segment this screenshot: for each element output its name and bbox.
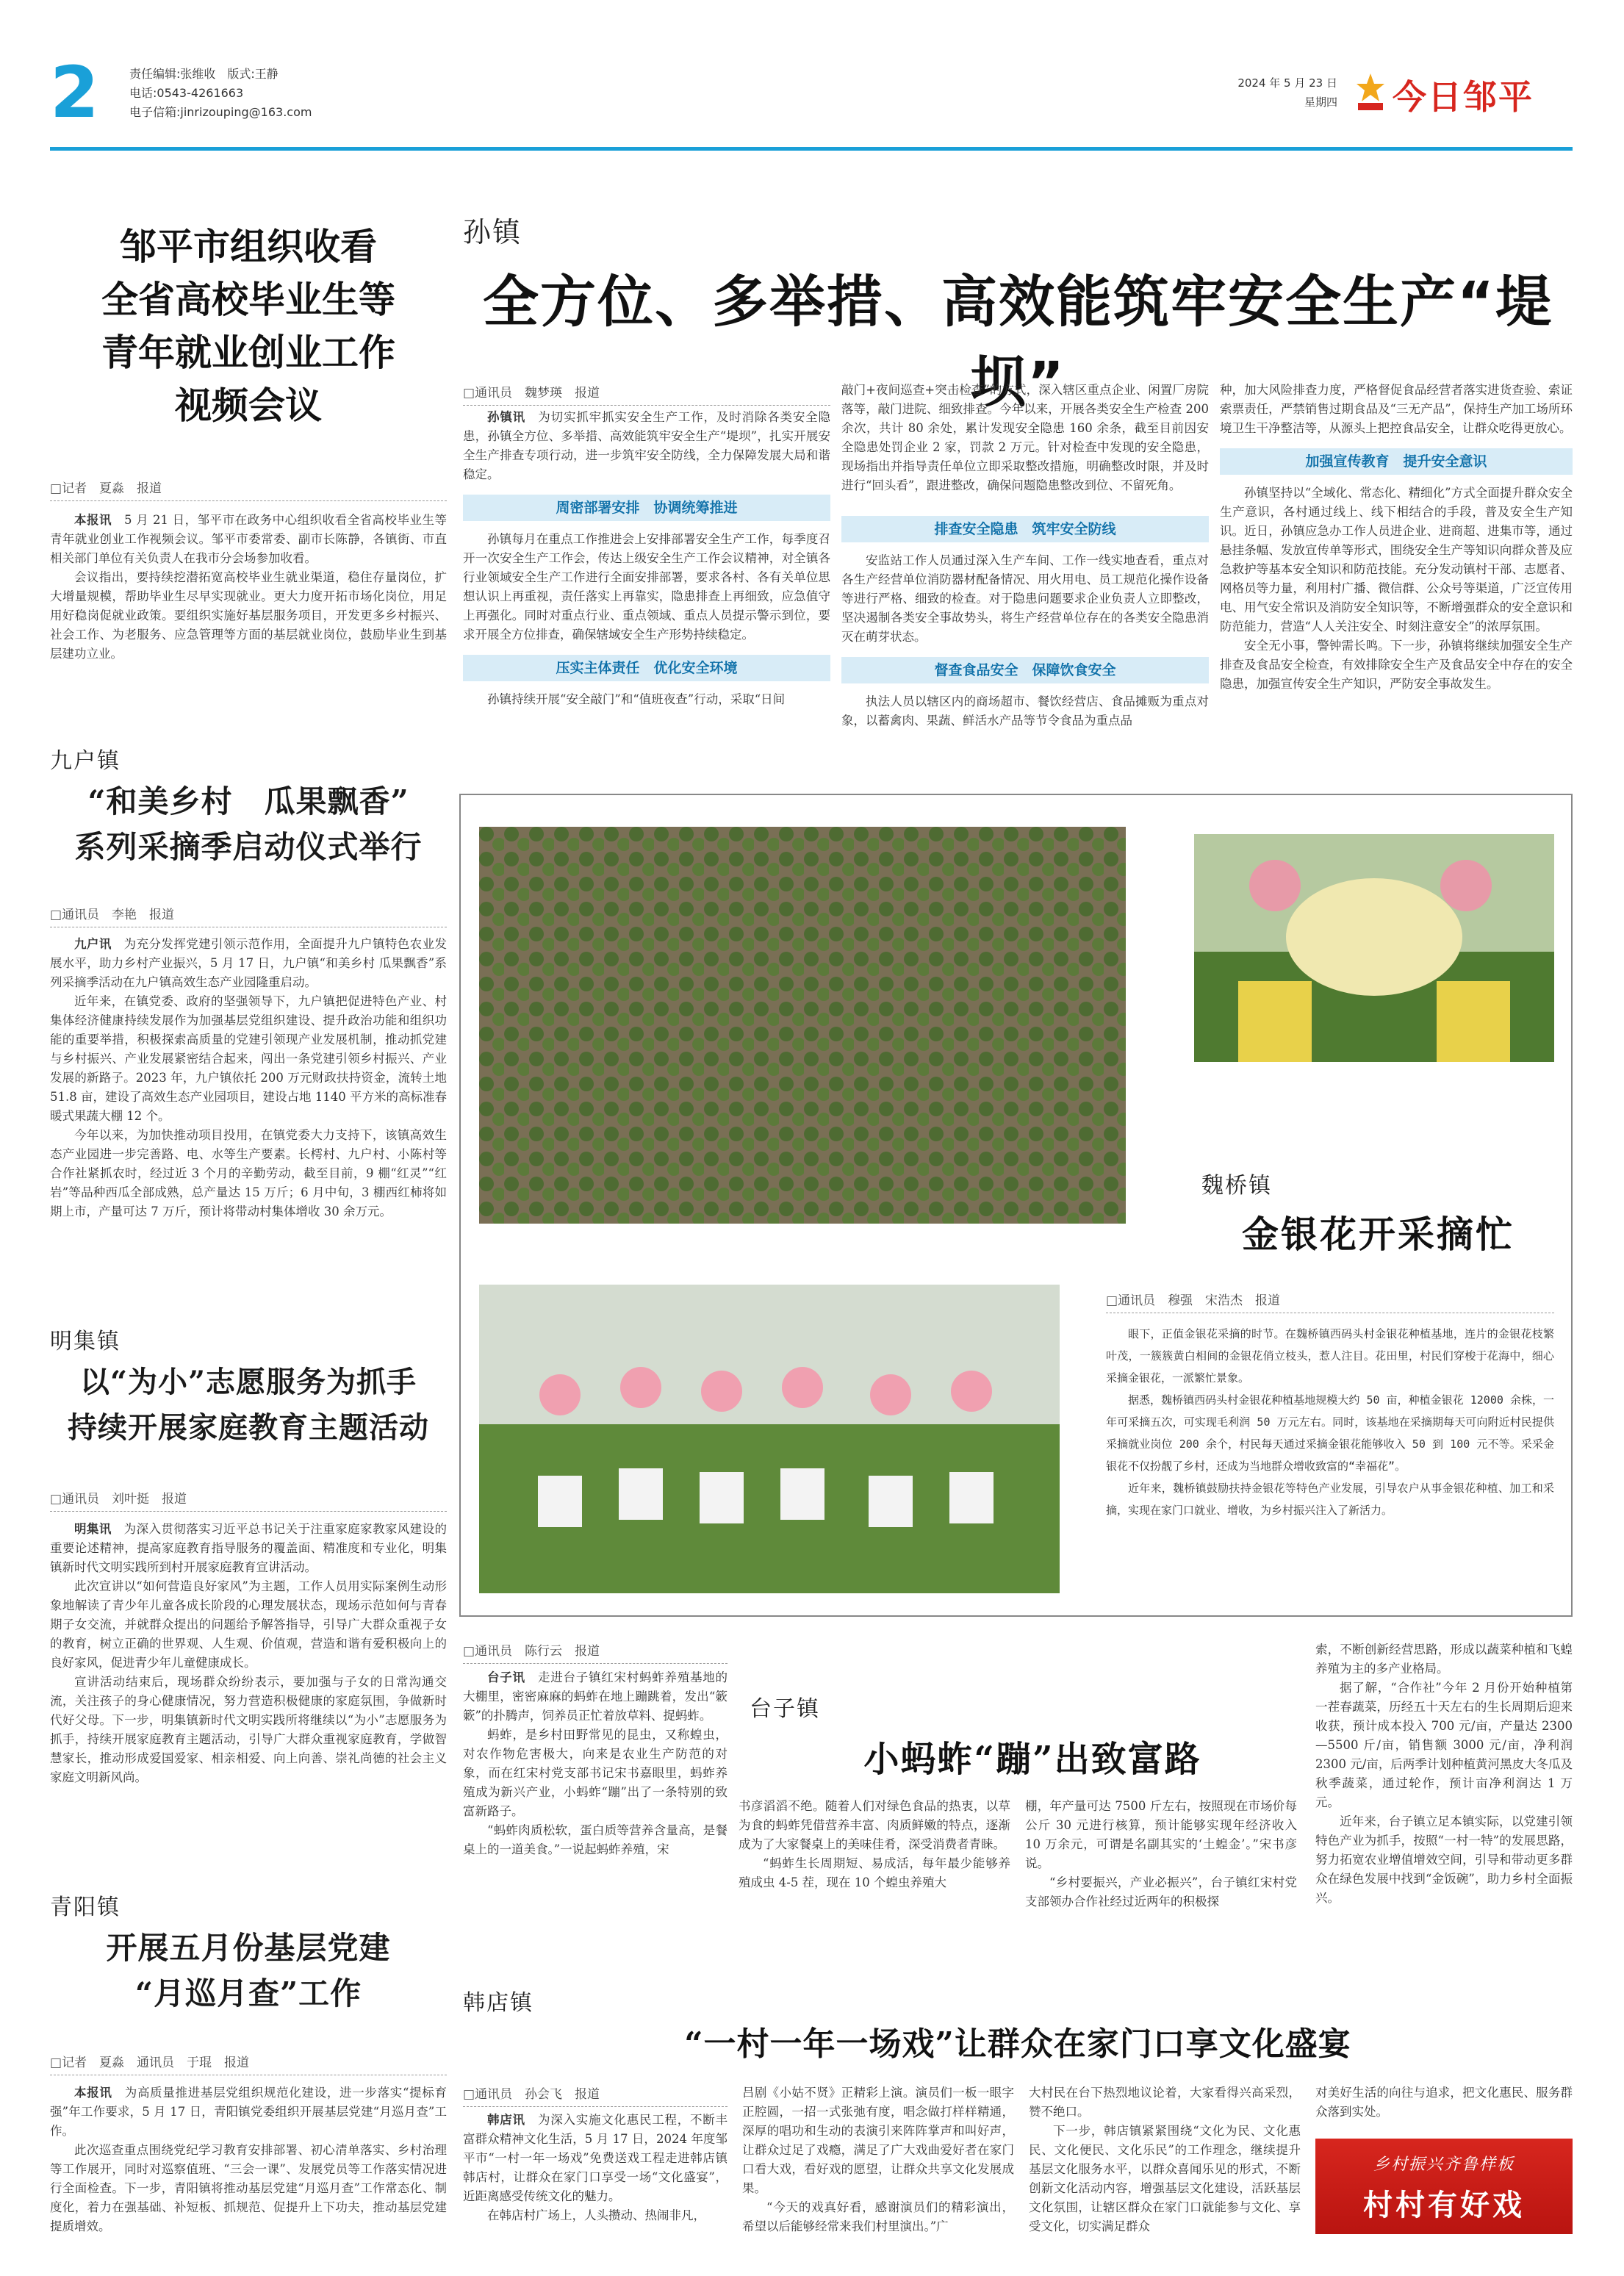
aerial-field-photo (479, 827, 1126, 1224)
a1-title-line: 青年就业创业工作 (101, 331, 395, 374)
a8-paragraph: 大村民在台下热烈地议论着，大家看得兴高采烈，赞不绝口。 (1029, 2086, 1301, 2119)
a8-byline: □ 通讯员 孙会飞 报道 (463, 2083, 727, 2107)
a2-title: 全方位、多举措、高效能筑牢安全生产“堤坝” (483, 269, 1553, 414)
a6-paragraph: “蚂蚱生长周期短、易成活，每年最少能够养殖成虫 4-5 茬，现在 10 个蝗虫养殖大 (739, 1856, 1010, 1889)
a2-paragraph: 孙镇每月在重点工作推进会上安排部署安全生产工作，每季度召开一次安全生产工作会，传达上级安全生产工作会议精神，对全镇各行业领域安全生产工作进行全面安排部署，要求各村、各有关单位思想认识上再重视，责任落实上再靠实，隐患排查上再细致，应急值守上再强化。同时对重点行业、重点领域、重点人员提示警示到位，要求开展全方位排查，确保辖域安全生产形势持续稳定。 (463, 532, 830, 642)
a7-title-line: “月巡月查”工作 (134, 1975, 362, 2011)
a2-subhead: 压实主体责任 优化安全环境 (463, 655, 830, 681)
a2-subhead: 周密部署安排 协调统筹推进 (463, 495, 830, 521)
a6-paragraph: 棚，年产量可达 7500 斤左右，按照现在市场价每公斤 30 元进行核算，预计能够实现年经济收入 10 万余元，可谓是名副其实的‘土蝗金’。”宋书彦说。 (1025, 1799, 1297, 1870)
a2-subhead: 督查食品安全 保障饮食安全 (841, 657, 1209, 683)
a5-title-line: 以“为小”志愿服务为抓手 (79, 1365, 417, 1399)
a2-subhead: 排查安全隐患 筑牢安全防线 (841, 516, 1209, 542)
a8-town: 韩店镇 (463, 1990, 533, 2016)
email-info: 电子信箱:jinrizouping@163.com (129, 105, 312, 119)
a2-paragraph: 敲门+夜间巡查+突击检查”的方式，深入辖区重点企业、闲置厂房院落等，敲门进院、细致排查。今年以来，开展各类安全生产检查 200 余次，共计 80 余处，累计发现安全隐患 160 余条，截至目前因安全隐患处罚企业 2 家，罚款 2 万元。针对检查中发现的安全隐患，现场指出并指导责任单位立即采取整改措施，明确整改时限，并及时进行“回头看”，跟进整改，确保问题隐患整改到位、不留死角。 (841, 383, 1209, 492)
a4-paragraph: 据悉，魏桥镇西码头村金银花种植基地规模大约 50 亩，种植金银花 12000 余株，一年可采摘五次，可实现毛利润 50 万元左右。同时，该基地在采摘期每天可向附近村民提供采摘就业岗位 200 余个，村民每天通过采摘金银花能够收入 50 到 100 元不等。采采金银花不仅扮靓了乡村，还成为当地群众增收致富的“幸福花”。 (1106, 1393, 1554, 1473)
a5-title-line: 持续开展家庭教育主题活动 (68, 1410, 429, 1445)
a7-paragraph: 本报讯 为高质量推进基层党组织规范化建设，进一步落实“提标育强”年工作要求，5 月 17 日，青阳镇党委组织开展基层党建“月巡月查”工作。 (50, 2086, 448, 2138)
issue-date: 2024 年 5 月 23 日 (1237, 76, 1337, 90)
a4-paragraph: 近年来，魏桥镇鼓励扶持金银花等特色产业发展，引导农户从事金银花种植、加工和采摘，实现在家门口就业、增收，为乡村振兴注入了新活力。 (1106, 1482, 1554, 1517)
banner-line2: 村村有好戏 (1363, 2189, 1525, 2222)
rural-revitalization-banner (1315, 2139, 1573, 2234)
a1-paragraph: 会议指出，要持续挖潜拓宽高校毕业生就业渠道，稳住存量岗位，扩大增量规模，帮助毕业生尽早实现就业。更大力度开拓市场化岗位，用足用好稳岗促就业政策。要组织实施好基层服务项目，开发更多乡村振兴、社会工作、为老服务、应急管理等方面的基层就业岗位，鼓励毕业生到基层建功立业。 (50, 570, 447, 661)
a1-paragraph: 本报讯 5 月 21 日，邹平市在政务中心组织收看全省高校毕业生等青年就业创业工作视频会议。邹平市委常委、副市长陈静，各镇街、市直相关部门单位有关负责人在我市分会场参加收看。 (50, 513, 448, 565)
a7-title-line: 开展五月份基层党建 (106, 1930, 391, 1966)
a2-paragraph: 安监站工作人员通过深入生产车间、工作一线实地查看，重点对各生产经营单位消防器材配备情况、用火用电、员工规范化操作设备等进行严格、细致的检查。对于隐患问题要求企业负责人立即整改，坚决遏制各类安全事故势头，将生产经营单位存在的各类安全隐患消灭在萌芽状态。 (841, 553, 1209, 644)
a6-paragraph: 索，不断创新经营思路，形成以蔬菜种植和飞蝗养殖为主的多产业格局。 (1315, 1643, 1573, 1676)
a2-paragraph: 孙镇坚持以“全域化、常态化、精细化”方式全面提升群众安全生产意识，各村通过线上、线下相结合的手段，普及安全生产知识。近日，孙镇应急办工作人员进企业、进商超、进集市等，通过悬挂条幅、发放宣传单等形式，围绕安全生产等知识向群众普及应急救护等基本安全知识和防范技能。充分发动镇村干部、志愿者、网格员等力量，利用村广播、微信群、公众号等渠道，广泛宣传用电、用气安全常识及消防安全知识等，不断增强群众的安全意识和防范能力，营造“人人关注安全、时刻注意安全”的浓厚氛围。 (1220, 486, 1573, 633)
a6-byline: □ 通讯员 陈行云 报道 (463, 1640, 727, 1664)
a6-paragraph: “蚂蚱肉质松软，蛋白质等营养含量高，是餐桌上的一道美食。”一说起蚂蚱养殖，宋 (463, 1823, 727, 1856)
a6-paragraph: 台子讯 走进台子镇红宋村蚂蚱养殖基地的大棚里，密密麻麻的蚂蚱在地上蹦跳着，发出“簌簌”的扑腾声，饲养员正忙着放草料、捉蚂蚱。 (463, 1670, 727, 1723)
a8-paragraph: 对美好生活的向往与追求，把文化惠民、服务群众落到实处。 (1315, 2086, 1573, 2119)
a8-paragraph: 吕剧《小姑不贤》正精彩上演。演员们一板一眼字正腔圆，一招一式张弛有度，唱念做打样样精通，深厚的唱功和生动的表演引来阵阵掌声和叫好声，让群众过足了戏瘾，满足了广大戏曲爱好者在家门口看大戏，看好戏的愿望，让群众共享文化发展成果。 (742, 2086, 1014, 2195)
a5-town: 明集镇 (50, 1329, 121, 1354)
a2-byline: □ 通讯员 魏梦瑛 报道 (463, 382, 830, 406)
a5-byline: □ 通讯员 刘叶挺 报道 (50, 1488, 447, 1512)
a5-paragraph: 宣讲活动结束后，现场群众纷纷表示，要加强与子女的日常沟通交流，关注孩子的身心健康情况，努力营造积极健康的家庭氛围，争做新时代好父母。下一步，明集镇新时代文明实践所将继续以“为小”志愿服务为抓手，持续开展家庭教育主题活动，引导广大群众重视家庭教育，学做智慧家长，推动形成爱国爱家、相亲相爱、向上向善、崇礼尚德的社会主义家庭文明新风尚。 (50, 1675, 447, 1784)
group-workers-photo (479, 1285, 1060, 1593)
a3-paragraph: 近年来，在镇党委、政府的坚强领导下，九户镇把促进特色产业、村集体经济健康持续发展作为加强基层党组织建设、提升政治功能和组织功能的重要举措，积极探索高质量的党建引领现产业发展机制，推动抓党建与乡村振兴、产业发展紧密结合起来，闯出一条党建引领乡村振兴、产业发展的新路子。2023 年，九户镇依托 200 万元财政扶持资金，流转土地 51.8 亩，建设了高效生态产业园项目，建设占地 1140 平方米的高标准春暖式果蔬大棚 12 个。 (50, 994, 447, 1123)
a6-title: 小蚂蚱“蹦”出致富路 (863, 1739, 1201, 1780)
a3-paragraph: 今年以来，为加快推动项目投用，在镇党委大力支持下，该镇高效生态产业园进一步完善路、电、水等生产要素。长樗村、九户村、小陈村等合作社紧抓农时，经过近 3 个月的辛勤劳动，截至目前，9 棚“红灵”“红岩”等品种西瓜全部成熟，总产量达 15 万斤；6 月中旬，3 棚西红柿将如期上市，产量可达 7 万斤，预计将带动村集体增收 30 余万元。 (50, 1128, 447, 1218)
page-number: 2 (50, 51, 99, 134)
a2-paragraph: 安全无小事，警钟需长鸣。下一步，孙镇将继续加强安全生产排查及食品安全检查，有效排除安全生产及食品安全中存在的安全隐患，加强宣传安全生产知识，严防安全事故发生。 (1220, 639, 1573, 691)
masthead-title: 今日邹平 (1393, 77, 1534, 117)
a4-town: 魏桥镇 (1201, 1173, 1272, 1199)
a7-byline: □ 记者 夏淼 通讯员 于琨 报道 (50, 2052, 447, 2075)
a8-paragraph: 在韩店村广场上，人头攒动、热闹非凡， (487, 2208, 705, 2222)
a8-title: “一村一年一场戏”让群众在家门口享文化盛宴 (684, 2025, 1351, 2063)
a6-paragraph: “乡村要振兴，产业必振兴”，台子镇红宋村党支部领办合作社经过近两年的积极探 (1025, 1875, 1297, 1909)
a8-paragraph: 韩店讯 为深入实施文化惠民工程，不断丰富群众精神文化生活，5 月 17 日，2024 年度邹平市“一村一年一场戏”免费送戏工程走进韩店镇韩店村，让群众在家门口享受一场“文化盛宴”，近距离感受传统文化的魅力。 (463, 2113, 727, 2203)
a3-title-line: “和美乡村 瓜果飘香” (87, 783, 409, 819)
editor-credits: 责任编辑:张维收 版式:王静 (129, 67, 279, 81)
a2-paragraph: 孙镇讯 为切实抓牢抓实安全生产工作，及时消除各类安全隐患，孙镇全方位、多举措、高效能筑牢安全生产“堤坝”，扎实开展安全生产排查专项行动，进一步筑牢安全防线，全力保障发展大局和谐稳定。 (463, 410, 831, 481)
a8-paragraph: 下一步，韩店镇紧紧围绕“文化为民、文化惠民、文化便民、文化乐民”的工作理念，继续提升基层文化服务水平，以群众喜闻乐见的形式，不断创新文化活动内容，增强基层文化建设，活跃基层文化氛围，让辖区群众在家门口就能参与文化、享受文化，切实满足群众 (1029, 2124, 1301, 2233)
a1-title-line: 全省高校毕业生等 (101, 279, 395, 321)
issue-weekday: 星期四 (1304, 96, 1337, 109)
a1-title-line: 邹平市组织收看 (120, 226, 377, 268)
a6-paragraph: 书彦滔滔不绝。随着人们对绿色食品的热衷，以草为食的蚂蚱凭借营养丰富、肉质鲜嫩的特点，逐渐成为了大家餐桌上的美味佳肴，深受消费者青睐。 (739, 1799, 1010, 1851)
a8-paragraph: “今天的戏真好看，感谢演员们的精彩演出，希望以后能够经常来我们村里演出。”广 (742, 2200, 1014, 2233)
a5-paragraph: 此次宣讲以“如何营造良好家风”为主题，工作人员用实际案例生动形象地解读了青少年儿童各成长阶段的心理发展状态，现场示范如何与青春期子女交流，并就群众提出的问题给予解答指导，引导广大群众重视子女的教育，树立正确的世界观、人生观、价值观，营造和谐有爱积极向上的良好家风，促进青少年儿童健康成长。 (50, 1579, 447, 1670)
a2-subhead: 加强宣传教育 提升安全意识 (1220, 448, 1573, 475)
a6-paragraph: 蚂蚱，是乡村田野常见的昆虫，又称蝗虫，对农作物危害极大，向来是农业生产防范的对象，而在红宋村党支部书记宋书嘉眼里，蚂蚱养殖成为新兴产业，小蚂蚱“蹦”出了一条特别的致富新路子。 (463, 1728, 727, 1818)
masthead-logo-icon (1352, 71, 1389, 115)
a6-paragraph: 据了解，“合作社”今年 2 月份开始种植第一茬春蔬菜，历经五十天左右的生长周期后迎来收获，预计成本投入 700 元/亩，产量达 2300—5500 斤/亩，销售额 3000 元/亩，净利润 2300 元/亩，后两季计划种植黄河黑皮大冬瓜及秋季蔬菜，通过轮作，预计亩净利润达 1 万元。 (1315, 1681, 1573, 1809)
a1-byline: □ 记者 夏淼 报道 (50, 478, 447, 501)
harvest-closeup-photo (1194, 834, 1554, 1062)
a3-town: 九户镇 (50, 748, 121, 774)
a5-paragraph: 明集讯 为深入贯彻落实习近平总书记关于注重家庭家教家风建设的重要论述精神，提高家庭教育指导服务的覆盖面、精准度和专业化，明集镇新时代文明实践所到村开展家庭教育宣讲活动。 (50, 1522, 448, 1574)
a4-byline: □ 通讯员 穆强 宋浩杰 报道 (1106, 1290, 1554, 1313)
a3-paragraph: 九户讯 为充分发挥党建引领示范作用，全面提升九户镇特色农业发展水平，助力乡村产业振兴，5 月 17 日，九户镇“和美乡村 瓜果飘香”系列采摘季活动在九户镇高效生态产业园隆重启动。 (50, 937, 448, 989)
a6-town: 台子镇 (750, 1696, 820, 1722)
header-rule (50, 147, 1573, 151)
a2-paragraph: 孙镇持续开展“安全敲门”和“值班夜查”行动，采取“日间 (487, 692, 786, 706)
a7-town: 青阳镇 (50, 1895, 121, 1920)
a2-paragraph: 种，加大风险排查力度，严格督促食品经营者落实进货查验、索证索票责任，严禁销售过期食品及“三无产品”，保持生产加工场所环境卫生干净整洁等，从源头上把控食品安全，让群众吃得更放心。 (1220, 383, 1573, 435)
banner-line1: 乡村振兴齐鲁样板 (1373, 2155, 1515, 2174)
a4-paragraph: 眼下，正值金银花采摘的时节。在魏桥镇西码头村金银花种植基地，连片的金银花枝繁叶茂，一簇簇黄白相间的金银花俏立枝头，惹人注目。花田里，村民们穿梭于花海中，细心采摘金银花，一派繁忙景象。 (1106, 1327, 1554, 1385)
a7-paragraph: 此次巡查重点围绕党纪学习教育安排部署、初心清单落实、乡村治理等工作展开，同时对巡察值班、“三会一课”、发展党员等工作落实情况进行全面检查。下一步，青阳镇将推动基层党建“月巡月查”工作常态化、制度化，着力在强基础、补短板、抓规范、促提升上下功夫，推动基层党建提质增效。 (50, 2143, 447, 2233)
a3-title-line: 系列采摘季启动仪式举行 (74, 829, 423, 865)
phone-info: 电话:0543-4261663 (129, 86, 244, 100)
a4-title: 金银花开采摘忙 (1242, 1213, 1515, 1256)
a2-paragraph: 执法人员以辖区内的商场超市、餐饮经营店、食品摊贩为重点对象，以蓄禽肉、果蔬、鲜活水产品等节令食品为重点品 (841, 694, 1209, 728)
a1-title-line: 视频会议 (175, 384, 322, 427)
a2-town: 孙镇 (463, 216, 522, 248)
a6-paragraph: 近年来，台子镇立足本镇实际，以党建引领特色产业为抓手，按照“一村一特”的发展思路，努力拓宽农业增值增效空间，引导和带动更多群众在绿色发展中找到“金饭碗”，助力乡村全面振兴。 (1315, 1814, 1573, 1905)
a3-byline: □ 通讯员 李艳 报道 (50, 904, 447, 927)
